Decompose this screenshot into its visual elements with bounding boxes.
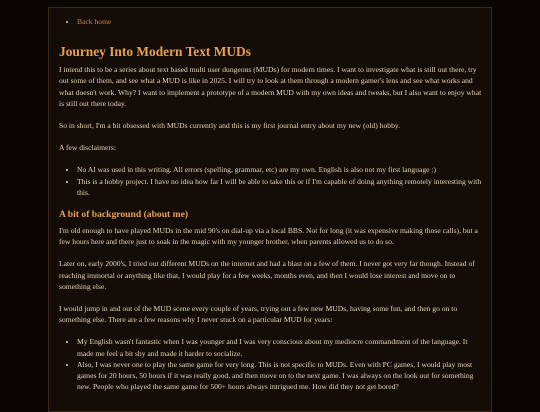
reasons-list xyxy=(59,336,483,392)
background-paragraph-1: I'm old enough to have played MUDs in the mid 90's on dial-up via a local BBS. Not for long (it was expensive making those calls), but a few hours here and there just to soak in the magic with my younger brother, when parents allowed us to do so. xyxy=(59,226,478,247)
intro-paragraph-1: I intend this to be a series about text based multi user dungeons (MUDs) for modern times. I want to investigate what is still out there, try out some of them, and see what a MUD is like in 2025. I will try to look at them through a modern gamer's lens and see what works and what doesn't work. Why? I want to implement a prototype of a modern MUD with my own ideas and tweaks, but I also want to enjoy what is still out there today. xyxy=(59,65,482,108)
page-container xyxy=(48,7,492,412)
background-paragraph-2: Later on, early 2000's, I tried out different MUDs on the internet and had a blast on a few of them. I never got very far though. Instead of reaching immortal or anything like that, I would play for a few weeks, months even, and then I would lose interest and move on to something else. xyxy=(59,259,475,291)
disclaimer-item: • No AI was used in this writing. All errors (spelling, grammar, etc) are my own. English is also not my first language :) xyxy=(77,164,483,175)
intro-paragraph-2: So in short, I'm a bit obsessed with MUDs currently and this is my first journal entry about my new (old) hobby. xyxy=(59,121,401,131)
nav-item xyxy=(77,16,483,27)
article xyxy=(59,16,483,403)
back-home-link[interactable]: Back home xyxy=(77,17,112,26)
nav-list xyxy=(59,16,483,27)
background-paragraph-3: I would jump in and out of the MUD scene every couple of years, trying out a few new MUDs, having some fun, and then go on to something else. There are a few reasons why I never stuck on a particular MUD for years: xyxy=(59,304,458,325)
disclaimer-list xyxy=(59,164,483,198)
page-title: Journey Into Modern Text MUDs xyxy=(59,44,251,60)
reason-item: • Also, I was never one to play the same game for very long. This is not specific to MUDs. Even with PC games, I would play most games for 20 hours, 50 hours if it was really good, and then move on to the next game. I was always on the look out for something new. People who played the same game for 500+ hours always intrigued me. How did they not get bored? xyxy=(77,359,483,393)
reason-item: • My English wasn't fantastic when I was younger and I was very conscious about my mediocre commandment of the language. It made me feel a bit shy and made it harder to socialize. xyxy=(77,336,483,358)
disclaimer-item: • This is a hobby project. I have no idea how far I will be able to take this or if I'm capable of doing anything remotely interesting with this. xyxy=(77,176,483,198)
section-heading-background: A bit of background (about me) xyxy=(59,209,189,221)
disclaimers-intro: A few disclaimers: xyxy=(59,143,116,153)
